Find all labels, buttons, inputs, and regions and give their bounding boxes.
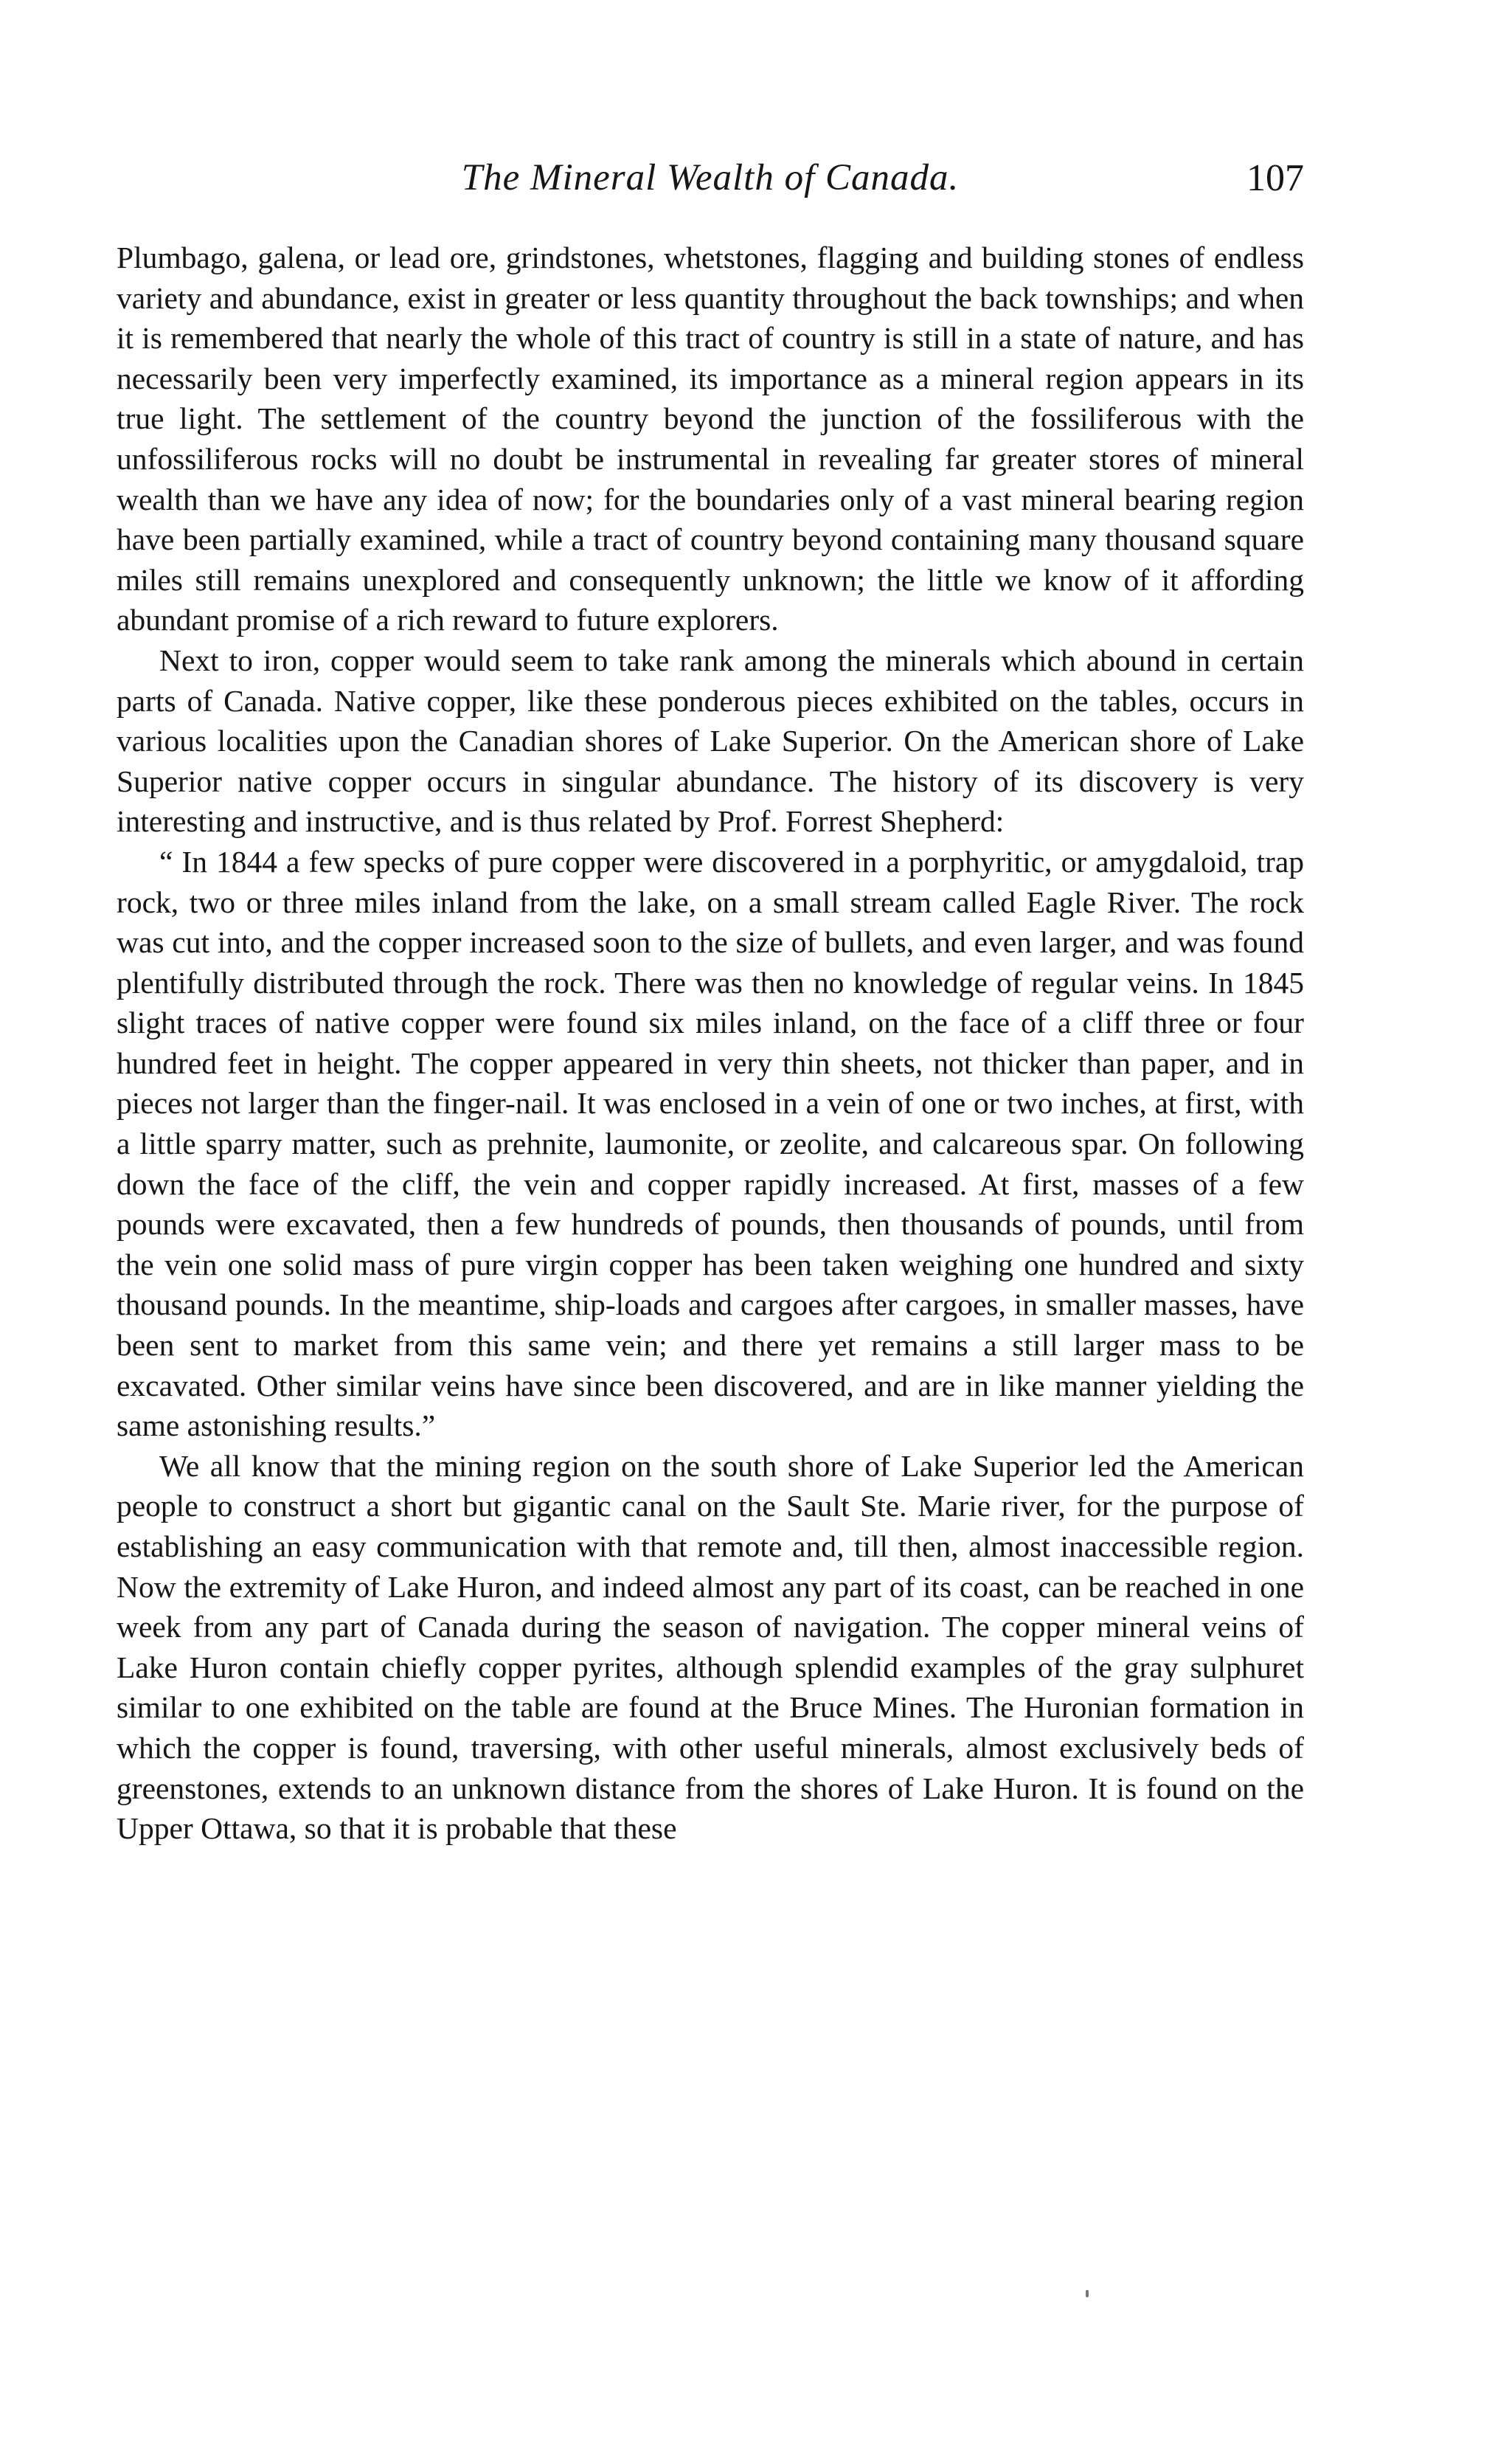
running-head bbox=[117, 156, 1304, 208]
paragraph-copper: Next to iron, copper would seem to take rank among the minerals which abound in certain parts of Canada. Native copper, like these ponderous pieces exhibited on the tables, occurs in various localities upon the Canadian shores of Lake Superior. On the American shore of Lake Superior native copper occurs in singular abundance. The history of its discovery is very interesting and instructive, and is thus related by Prof. Forrest Shepherd: bbox=[117, 643, 1304, 839]
body-text bbox=[117, 238, 1304, 1849]
paragraph-plumbago: Plumbago, galena, or lead ore, grindstones, whetstones, flagging and building stones of endless variety and abundance, exist in greater or less quantity throughout the back townships; and when it is remembered that nearly the whole of this tract of country is still in a state of nature, and has necessarily been very imperfectly examined, its importance as a mineral region appears in its true light. The settlement of the country beyond the junction of the fossiliferous with the unfossiliferous rocks will no doubt be instrumental in revealing far greater stores of mineral wealth than we have any idea of now; for the boundaries only of a vast mineral bearing region have been partially examined, while a tract of country beyond containing many thousand square miles still remains unexplored and consequently unknown; the little we know of it affording abundant promise of a rich reward to future explorers. bbox=[117, 241, 1304, 637]
print-speck bbox=[1086, 2290, 1089, 2297]
quotation-shepherd: “ In 1844 a few specks of pure copper were discovered in a porphyritic, or amygdaloid, trap rock, two or three miles inland from the lake, on a small stream called Eagle River. The rock was cut into, and the copper increased soon to the size of bullets, and even larger, and was found plentifully distributed through the rock. There was then no knowledge of regular veins. In 1845 slight traces of native copper were found six miles inland, on the face of a cliff three or four hundred feet in height. The copper appeared in very thin sheets, not thicker than paper, and in pieces not larger than the finger-nail. It was enclosed in a vein of one or two inches, at first, with a little sparry matter, such as prehnite, laumonite, or zeolite, and calcareous spar. On following down the face of the cliff, the vein and copper rapidly increased. At first, masses of a few pounds were excavated, then a few hundreds of pounds, then thousands of pounds, until from the vein one solid mass of pure virgin copper has been taken weighing one hundred and sixty thousand pounds. In the meantime, ship-loads and cargoes after cargoes, in smaller masses, have been sent to market from this same vein; and there yet remains a still larger mass to be excavated. Other similar veins have since been discovered, and are in like manner yielding the same astonishing results.” bbox=[117, 844, 1304, 1443]
paragraph-mining-region: We all know that the mining region on the south shore of Lake Superior led the American people to construct a short but gigantic canal on the Sault Ste. Marie river, for the purpose of establishing an easy communication with that remote and, till then, almost inaccessible region. Now the extremity of Lake Huron, and indeed almost any part of its coast, can be reached in one week from any part of Canada during the season of navigation. The copper mineral veins of Lake Huron contain chiefly copper pyrites, although splendid examples of the gray sulphuret similar to one exhibited on the table are found at the Bruce Mines. The Huronian formation in which the copper is found, traversing, with other useful minerals, almost exclusively beds of greenstones, extends to an unknown distance from the shores of Lake Huron. It is found on the Upper Ottawa, so that it is probable that these bbox=[117, 1448, 1304, 1846]
page-number: 107 bbox=[1246, 157, 1304, 199]
running-title: The Mineral Wealth of Canada. bbox=[461, 157, 960, 198]
